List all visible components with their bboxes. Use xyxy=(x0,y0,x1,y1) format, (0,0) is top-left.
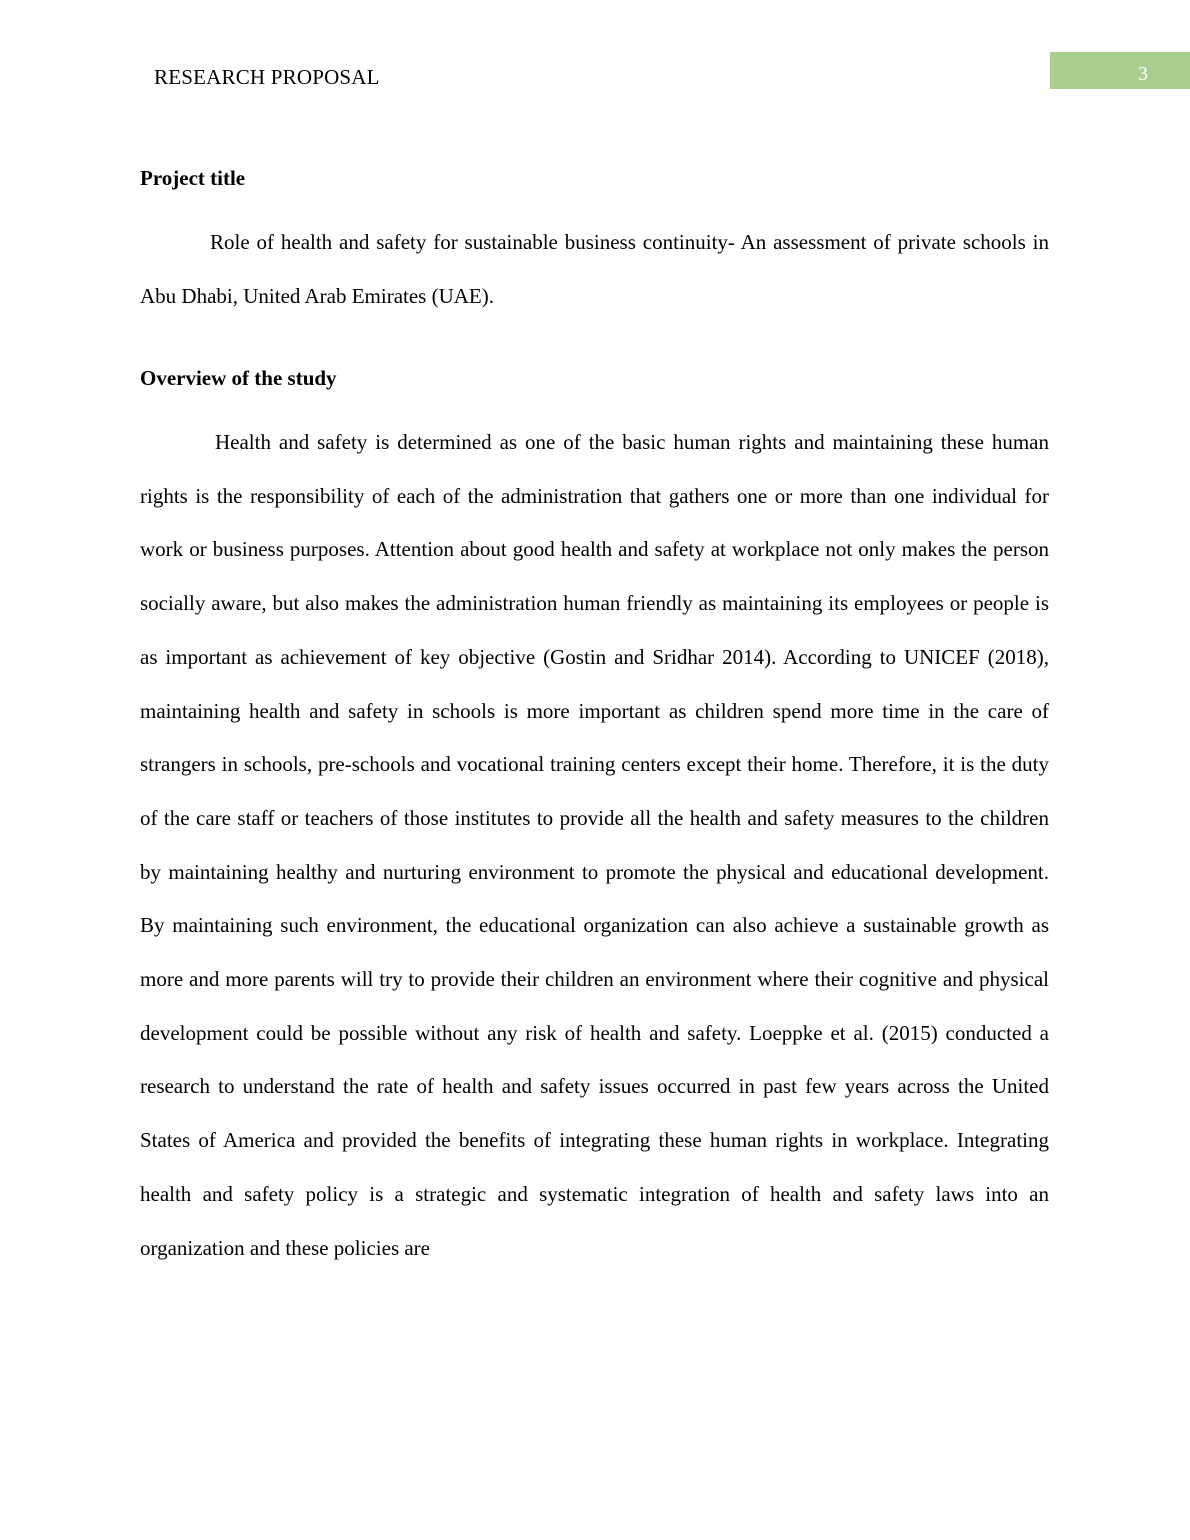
section-heading-overview: Overview of the study xyxy=(140,366,337,390)
project-title-paragraph: Role of health and safety for sustainable business continuity- An assessment of private schools in Abu Dhabi, United Arab Emirates (UAE). xyxy=(140,230,1049,308)
page-number-box xyxy=(1050,52,1190,89)
section-heading-project-title: Project title xyxy=(140,166,246,190)
page-number: 3 xyxy=(1138,63,1148,85)
running-head: RESEARCH PROPOSAL xyxy=(154,65,380,89)
overview-paragraph: Health and safety is determined as one of the basic human rights and maintaining these human rights is the responsibility of each of the administration that gathers one or more than one individual for work or business purposes. Attention about good health and safety at workplace not only makes the person socially aware, but also makes the administration human friendly as maintaining its employees or people is as important as achievement of key objective (Gostin and Sridhar 2014). According to UNICEF (2018), maintaining health and safety in schools is more important as children spend more time in the care of strangers in schools, pre-schools and vocational training centers except their home. Therefore, it is the duty of the care staff or teachers of those institutes to provide all the health and safety measures to the children by maintaining healthy and nurturing environment to promote the physical and educational development. By maintaining such environment, the educational organization can also achieve a sustainable growth as more and more parents will try to provide their children an environment where their cognitive and physical development could be possible without any risk of health and safety. Loeppke et al. (2015) conducted a research to understand the rate of health and safety issues occurred in past few years across the United States of America and provided the benefits of integrating these human rights in workplace. Integrating health and safety policy is a strategic and systematic integration of health and safety laws into an organization and these policies are xyxy=(140,430,1049,1260)
